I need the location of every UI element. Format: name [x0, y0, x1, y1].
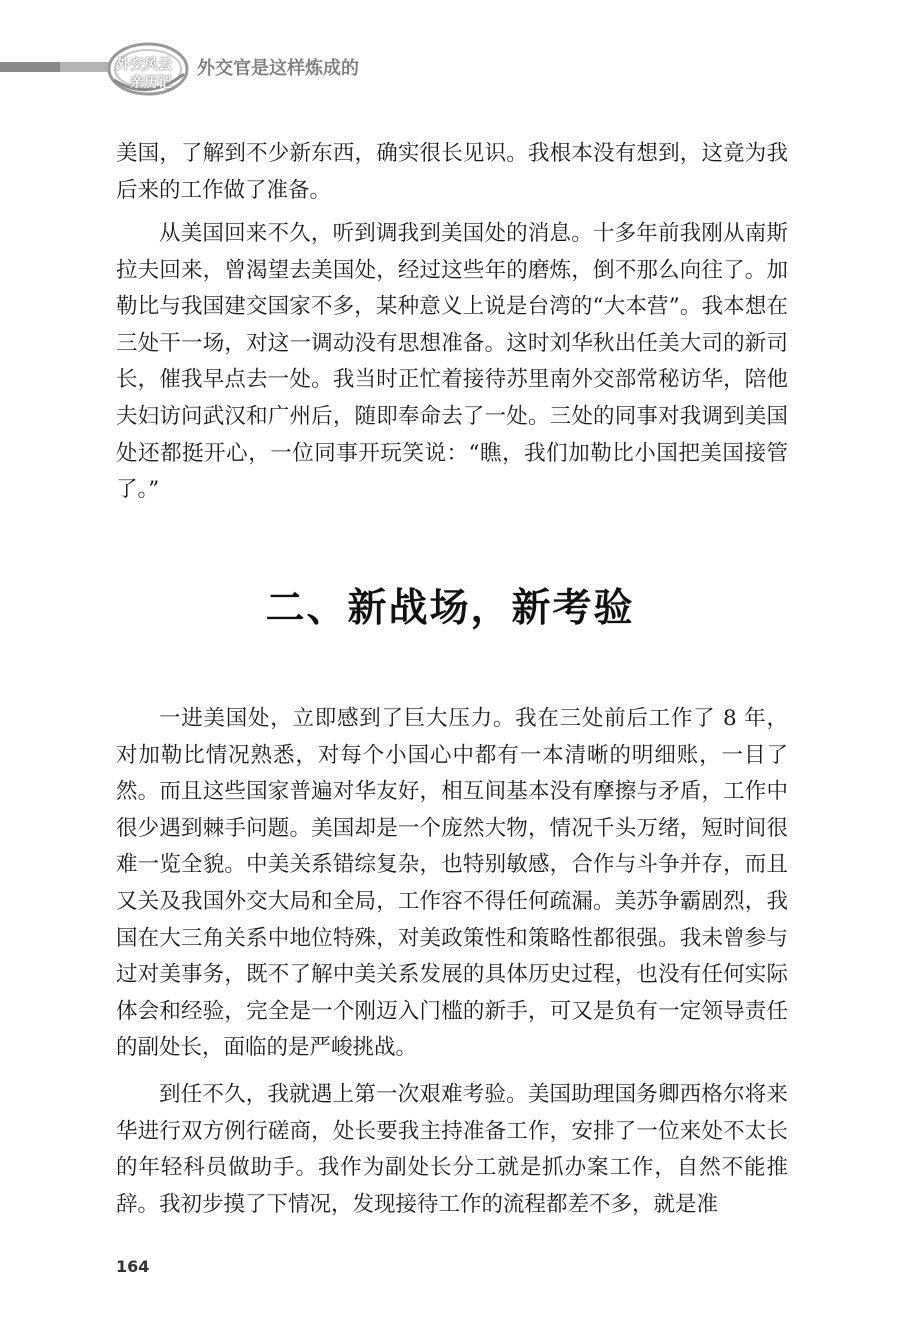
section-heading: 二、新战场，新考验	[265, 586, 635, 631]
paragraph: 一进美国处，立即感到了巨大压力。我在三处前后工作了 8 年，对加勒比情况熟悉，对每个小国心中都有一本清晰的明细账，一目了然。而且这些国家普遍对华友好，相互间基本没有摩擦与矛盾，工作中很少遇到棘手问题。美国却是一个庞然大物，情况千头万绪，短时间很难一览全貌。中美关系错综复杂，也特别敏感，合作与斗争并存，而且又关及我国外交大局和全局，工作容不得任何疏漏。美苏争霸剧烈，我国在大三角关系中地位特殊，对美政策性和策略性都很强。我未曾参与过对美事务，既不了解中美关系发展的具体历史过程，也没有任何实际体会和经验，完全是一个刚迈入门槛的新手，可又是负有一定领导责任的副处长，面临的是严峻挑战。	[116, 706, 788, 1061]
paragraph: 到任不久，我就遇上第一次艰难考验。美国助理国务卿西格尔将来华进行双方例行磋商，处长要我主持准备工作，安排了一位来处不太长的年轻科员做助手。我作为副处长分工就是抓办案工作，自然不能推辞。我初步摸了下情况，发现接待工作的流程都差不多，就是准	[116, 1082, 788, 1217]
series-logo-text-2: 亲历记	[130, 75, 172, 91]
page-number: 164	[116, 1257, 150, 1276]
book-title: 外交官是这样炼成的	[197, 58, 359, 79]
paragraph: 美国，了解到不少新东西，确实很长见识。我根本没有想到，这竟为我后来的工作做了准备。	[116, 141, 788, 203]
paragraph: 从美国回来不久，听到调我到美国处的消息。十多年前我刚从南斯拉夫回来，曾渴望去美国处，经过这些年的磨炼，倒不那么向往了。加勒比与我国建交国家不多，某种意义上说是台湾的“大本营”。我本想在三处干一场，对这一调动没有思想准备。这时刘华秋出任美大司的新司长，催我早点去一处。我当时正忙着接待苏里南外交部常秘访华，陪他夫妇访问武汉和广州后，随即奉命去了一处。三处的同事对我调到美国处还都挺开心，一位同事开玩笑说：“瞧，我们加勒比小国把美国接管了。”	[116, 221, 788, 503]
header-rule-accent	[0, 62, 60, 72]
running-header	[0, 38, 900, 108]
series-logo-text-1: 外交风云	[116, 57, 172, 73]
series-logo	[104, 40, 190, 100]
